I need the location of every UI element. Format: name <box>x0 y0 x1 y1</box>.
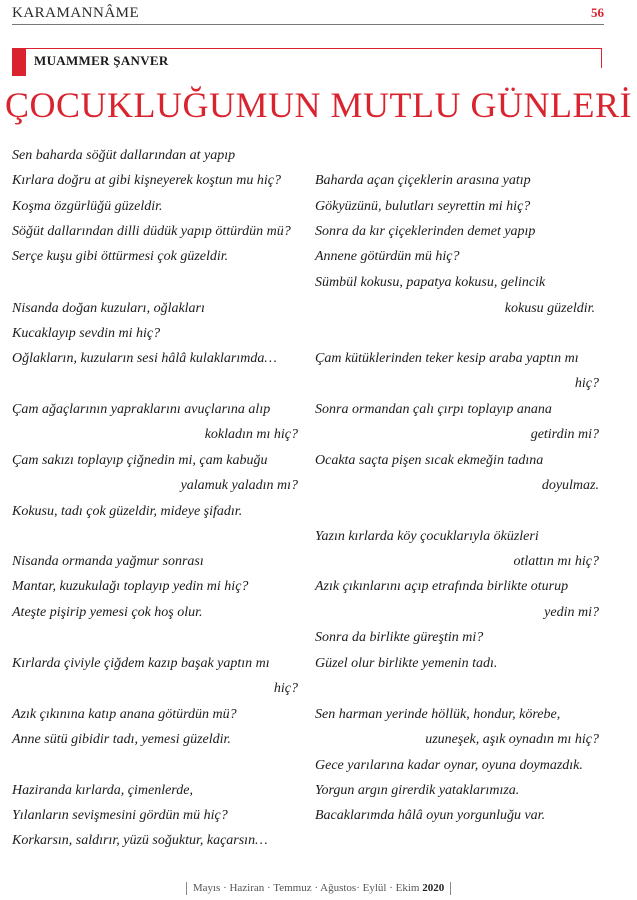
poem-line: Ocakta saçta pişen sıcak ekmeğin tadına <box>315 453 544 468</box>
poem-line: Yazın kırlarda köy çocuklarıyla öküzleri <box>315 529 539 544</box>
author-frame-top <box>26 48 602 49</box>
poem-line: Azık çıkınlarını açıp etrafında birlikte oturup <box>315 579 569 594</box>
poem-line: Sonra ormandan çalı çırpı toplayıp anana <box>315 402 552 417</box>
footer-months: Mayıs · Haziran · Temmuz · Ağustos· Eylül · Ekim <box>192 882 420 895</box>
footer-year: 2020 <box>422 882 445 895</box>
poem-line: yalamuk yaladın mı? <box>180 478 298 493</box>
poem-line: Koşma özgürlüğü güzeldir. <box>12 199 163 214</box>
poem-line: Baharda açan çiçeklerin arasına yatıp <box>315 173 531 188</box>
poem-line: Sonra da birlikte güreştin mi? <box>315 630 484 645</box>
poem-line: Bacaklarımda hâlâ oyun yorgunluğu var. <box>315 808 546 823</box>
poem-line: otlattın mı hiç? <box>513 554 599 569</box>
poem-line: Oğlakların, kuzuların sesi hâlâ kulaklarımda… <box>12 351 277 366</box>
poem-line: Kucaklayıp sevdin mi hiç? <box>12 326 161 341</box>
poem-line: Söğüt dallarından dilli düdük yapıp öttürdün mü? <box>12 224 291 239</box>
poem-line: Gece yarılarına kadar oynar, oyuna doymazdık. <box>315 758 583 773</box>
poem-line: Korkarsın, saldırır, yüzü soğuktur, kaçarsın… <box>12 833 268 848</box>
footer-divider <box>450 882 451 895</box>
poem-line: Sümbül kokusu, papatya kokusu, gelincik <box>315 275 546 290</box>
page-header <box>12 3 604 25</box>
poem-line: kokusu güzeldir. <box>504 301 595 316</box>
poem-line: Çam sakızı toplayıp çiğnedin mi, çam kabuğu <box>12 453 268 468</box>
poem-line: Sonra da kır çiçeklerinden demet yapıp <box>315 224 536 239</box>
poem-line: Çam kütüklerinden teker kesip araba yaptın mı <box>315 351 579 366</box>
author-frame-right <box>601 48 602 68</box>
poem-line: Haziranda kırlarda, çimenlerde, <box>12 783 193 798</box>
header-divider <box>12 24 604 25</box>
author-name: MUAMMER ŞANVER <box>34 53 169 68</box>
poem-line: Anne sütü gibidir tadı, yemesi güzeldir. <box>12 732 231 747</box>
poem-line: Annene götürdün mü hiç? <box>315 249 460 264</box>
author-bar <box>12 48 602 76</box>
poem-line: yedin mi? <box>544 605 599 620</box>
poem-line: Nisanda ormanda yağmur sonrası <box>12 554 204 569</box>
poem-line: Ateşte pişirip yemesi çok hoş olur. <box>12 605 203 620</box>
poem-line: Sen harman yerinde höllük, hondur, körebe, <box>315 707 561 722</box>
page-footer <box>0 882 637 895</box>
poem-line: getirdin mi? <box>530 427 599 442</box>
page-number: 56 <box>591 5 604 20</box>
poem-line: hiç? <box>574 376 599 391</box>
poem-line: Kırlarda çiviyle çiğdem kazıp başak yaptın mı <box>12 656 270 671</box>
poem-line: Azık çıkınına katıp anana götürdün mü? <box>12 707 237 722</box>
poem-line: Sen baharda söğüt dallarından at yapıp <box>12 148 236 163</box>
magazine-title: KARAMANNÂME <box>12 5 140 21</box>
footer-divider <box>186 882 187 895</box>
poem-line: Kokusu, tadı çok güzeldir, mideye şifadır. <box>12 504 243 519</box>
poem-title: ÇOCUKLUĞUMUN MUTLU GÜNLERİ <box>5 85 632 125</box>
poem-line: Yılanların sevişmesini gördün mü hiç? <box>12 808 228 823</box>
poem-line: doyulmaz. <box>541 478 599 493</box>
poem-line: Nisanda doğan kuzuları, oğlakları <box>12 301 205 316</box>
poem-line: Mantar, kuzukulağı toplayıp yedin mi hiç? <box>12 579 249 594</box>
poem-line: Çam ağaçlarının yapraklarını avuçlarına alıp <box>12 402 271 417</box>
poem-line: hiç? <box>273 681 298 696</box>
author-accent-block <box>12 48 26 76</box>
poem-line: kokladın mı hiç? <box>204 427 298 442</box>
poem-line: Gökyüzünü, bulutları seyrettin mi hiç? <box>315 199 531 214</box>
poem-line: uzuneşek, aşık oynadın mı hiç? <box>425 732 599 747</box>
poem-line: Serçe kuşu gibi öttürmesi çok güzeldir. <box>12 249 229 264</box>
poem-line: Kırlara doğru at gibi kişneyerek koştun mu hiç? <box>12 173 281 188</box>
poem-line: Yorgun argın girerdik yataklarımıza. <box>315 783 520 798</box>
poem-line: Güzel olur birlikte yemenin tadı. <box>315 656 498 671</box>
